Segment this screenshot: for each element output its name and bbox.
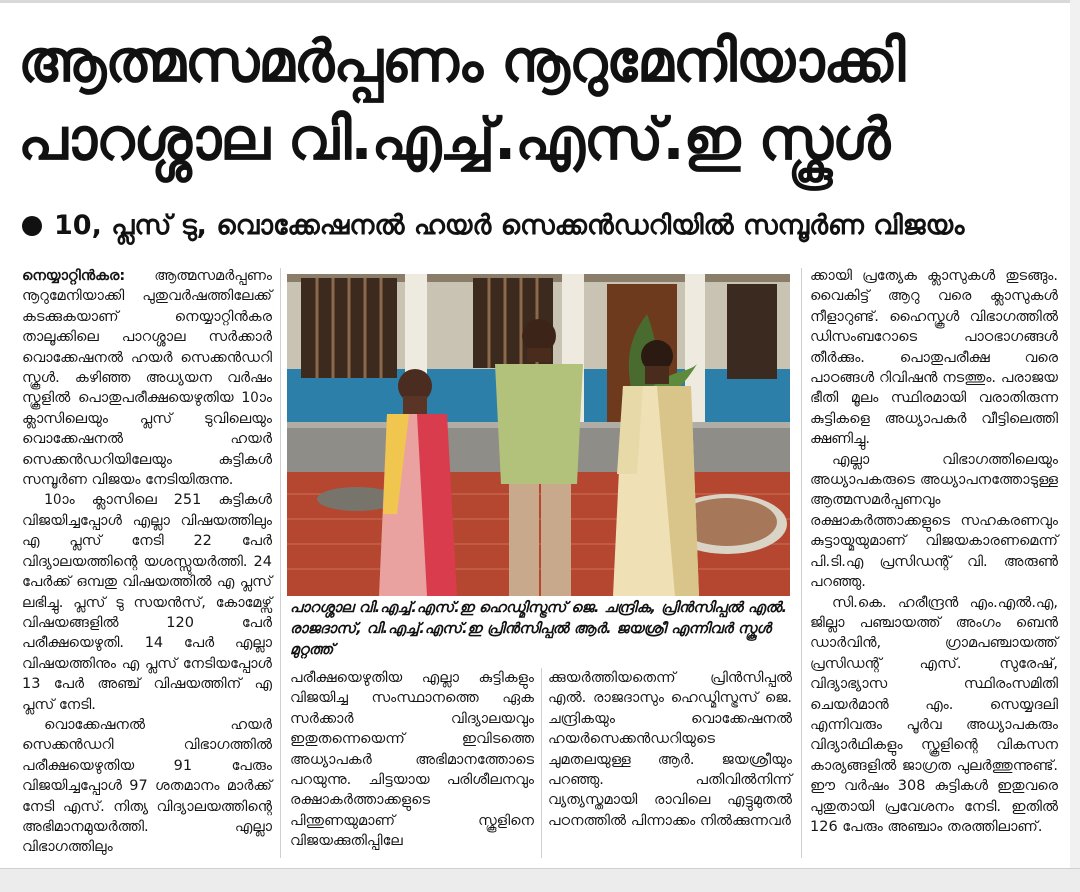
article-headline	[18, 22, 1068, 178]
school-staff-photo	[287, 274, 790, 596]
article-paragraph: പരീക്ഷയെഴുതിയ എല്ലാ കുട്ടികളും വിജയിച്ച സംസ്ഥാനത്തെ ഏക സർക്കാർ വിദ്യാലയവും ഇതുതന്നെയെന്ന് ഇവിടത്തെ അധ്യാപകർ അഭിമാനത്തോടെ പറയുന്നു. ചിട്ടയായ പരിശീലനവും രക്ഷാകർത്താക്കളുടെ പിന്തുണയുമാണ് സ്കൂളിനെ വിജയക്കുതിപ്പിലേ	[290, 670, 534, 850]
article-subheadline	[22, 206, 1062, 246]
article-column-2	[290, 668, 534, 852]
article-column-3	[548, 668, 792, 831]
photo-illustration	[287, 274, 790, 596]
column-divider	[541, 668, 542, 858]
headline-line-1: ആത്മസമർപ്പണം നൂറുമേനിയാക്കി	[18, 27, 905, 95]
headline-line-2: പാറശ്ശാല വി.എച്ച്.എസ്.ഇ സ്കൂൾ	[18, 105, 890, 173]
column-divider	[280, 268, 281, 858]
page-footer-strip	[0, 868, 1080, 892]
article-column-1	[22, 266, 272, 858]
article-paragraph	[22, 266, 272, 490]
article-paragraph: 10ാം ക്ലാസിലെ 251 കുട്ടികൾ വിജയിച്ചപ്പോൾ എല്ലാ വിഷയത്തിലും എ പ്ലസ് നേടി 22 പേർ വിദ്യാലയത്തിന്റെ യശസ്സുയർത്തി. 24 പേർക്ക് ഒമ്പതു വിഷയത്തിൽ എ പ്ലസ് ലഭിച്ചു. പ്ലസ് ടു സയൻസ്, കോമേഴ്സ് വിഷയങ്ങളിൽ 120 പേർ പരീക്ഷയെഴുതി. 14 പേർ എല്ലാ വിഷയത്തിനും എ പ്ലസ് നേടിയപ്പോൾ 13 പേർ അഞ്ച് വിഷയത്തിന് എ പ്ലസ് നേടി.	[22, 492, 272, 713]
bullet-icon	[22, 216, 42, 236]
page-edge	[1070, 0, 1080, 891]
photo-caption: പാറശ്ശാല വി.എച്ച്.എസ്.ഇ ഹെഡ്മിസ്ട്രസ് ജെ. ചന്ദ്രിക, പ്രിൻസിപ്പൽ എൽ. രാജദാസ്, വി.എച്ച്.എസ്.ഇ പ്രിൻസിപ്പൽ ആർ. ജയശ്രീ എന്നിവർ സ്കൂൾ മുറ്റത്ത്	[290, 600, 787, 658]
article-paragraph: സി.കെ. ഹരീന്ദ്രൻ എം.എൽ.എ, ജില്ലാ പഞ്ചായത്ത് അംഗം ബെൻ ഡാർവിൻ, ഗ്രാമപഞ്ചായത്ത് പ്രസിഡന്റ് എസ്. സുരേഷ്, വിദ്യാഭ്യാസ സ്ഥിരംസമിതി ചെയർമാൻ എം. സെയ്യദലി എന്നിവരും പൂർവ അധ്യാപകരും വിദ്യാർഥികളും സ്കൂളിന്റെ വികസന കാര്യങ്ങളിൽ ജാഗ്രത പുലർത്തുന്നുണ്ട്. ഈ വർഷം 308 കുട്ടികൾ ഇതുവരെ പുതുതായി പ്രവേശനം നേടി. ഇതിൽ 126 പേരും അഞ്ചാം തരത്തിലാണ്.	[810, 594, 1058, 835]
column-divider	[801, 268, 802, 858]
article-paragraph: ക്കുയർത്തിയതെന്ന് പ്രിൻസിപ്പൽ എൽ. രാജദാസും ഹെഡ്മിസ്ട്രസ് ജെ. ചന്ദ്രികയും വൊക്കേഷനൽ ഹയർസെക്കൻഡറിയുടെ ചുമതലയുള്ള ആർ. ജയശ്രീയും പറഞ്ഞു. പതിവിൽനിന്ന് വ്യത്യസ്തമായി രാവിലെ എട്ടുമുതൽ പഠനത്തിൽ പിന്നാക്കം നിൽക്കുന്നവർ	[548, 670, 792, 829]
article-paragraph: എല്ലാ വിഭാഗത്തിലെയും അധ്യാപകരുടെ അധ്യാപനത്തോടുള്ള ആത്മസമർപ്പണവും രക്ഷാകർത്താക്കളുടെ സഹകരണവും കുട്ടായ്മയുമാണ് വിജയകാരണമെന്ന് പി.ടി.എ പ്രസിഡന്റ് വി. അരുൺ പറഞ്ഞു.	[810, 451, 1058, 591]
article-paragraph: ക്കായി പ്രത്യേക ക്ലാസുകൾ തുടങ്ങും. വൈകിട്ട് ആറു വരെ ക്ലാസുകൾ നീളാറുണ്ട്. ഹൈസ്കൂൾ വിഭാഗത്തിൽ ഡിസംബറോടെ പാഠഭാഗങ്ങൾ തീർക്കും. പൊതുപരീക്ഷ വരെ പാഠങ്ങൾ റിവിഷൻ നടത്തും. പരാജയ ഭീതി മൂലം സ്ഥിരമായി വരാതിരുന്ന കുട്ടികളെ അധ്യാപകർ വീട്ടിലെത്തി ക്ഷണിച്ചു.	[810, 268, 1058, 448]
dateline: നെയ്യാറ്റിൻകര:	[22, 268, 126, 284]
article-column-4	[810, 266, 1058, 837]
article-paragraph: വൊക്കേഷനൽ ഹയർ സെക്കൻഡറി വിഭാഗത്തിൽ പരീക്ഷയെഴുതിയ 91 പേരും വിജയിച്ചപ്പോൾ 97 ശതമാനം മാർക്ക് നേടി എസ്. നിത്യ വിദ്യാലയത്തിന്റെ അഭിമാനമുയർത്തി. എല്ലാ വിഭാഗത്തിലും	[22, 716, 272, 856]
subheadline-text: 10, പ്ലസ് ടു, വൊക്കേഷനൽ ഹയർ സെക്കൻഡറിയിൽ സമ്പൂർണ വിജയം	[54, 210, 965, 241]
paragraph-text: ആത്മസമർപ്പണം നൂറുമേനിയാക്കി പുതുവർഷത്തിലേക്ക് കടക്കുകയാണ് നെയ്യാറ്റിൻകര താലൂക്കിലെ പാറശ്ശാല സർക്കാർ വൊക്കേഷനൽ ഹയർ സെക്കൻഡറി സ്കൂൾ. കഴിഞ്ഞ അധ്യയന വർഷം സ്കൂളിൽ പൊതുപരീക്ഷയെഴുതിയ 10ാം ക്ലാസിലെയും പ്ലസ് ടുവിലെയും വൊക്കേഷനൽ ഹയർ സെക്കൻഡറിയിലേയും കുട്ടികൾ സമ്പൂർണ വിജയം നേടിയിരുന്നു.	[22, 268, 272, 489]
